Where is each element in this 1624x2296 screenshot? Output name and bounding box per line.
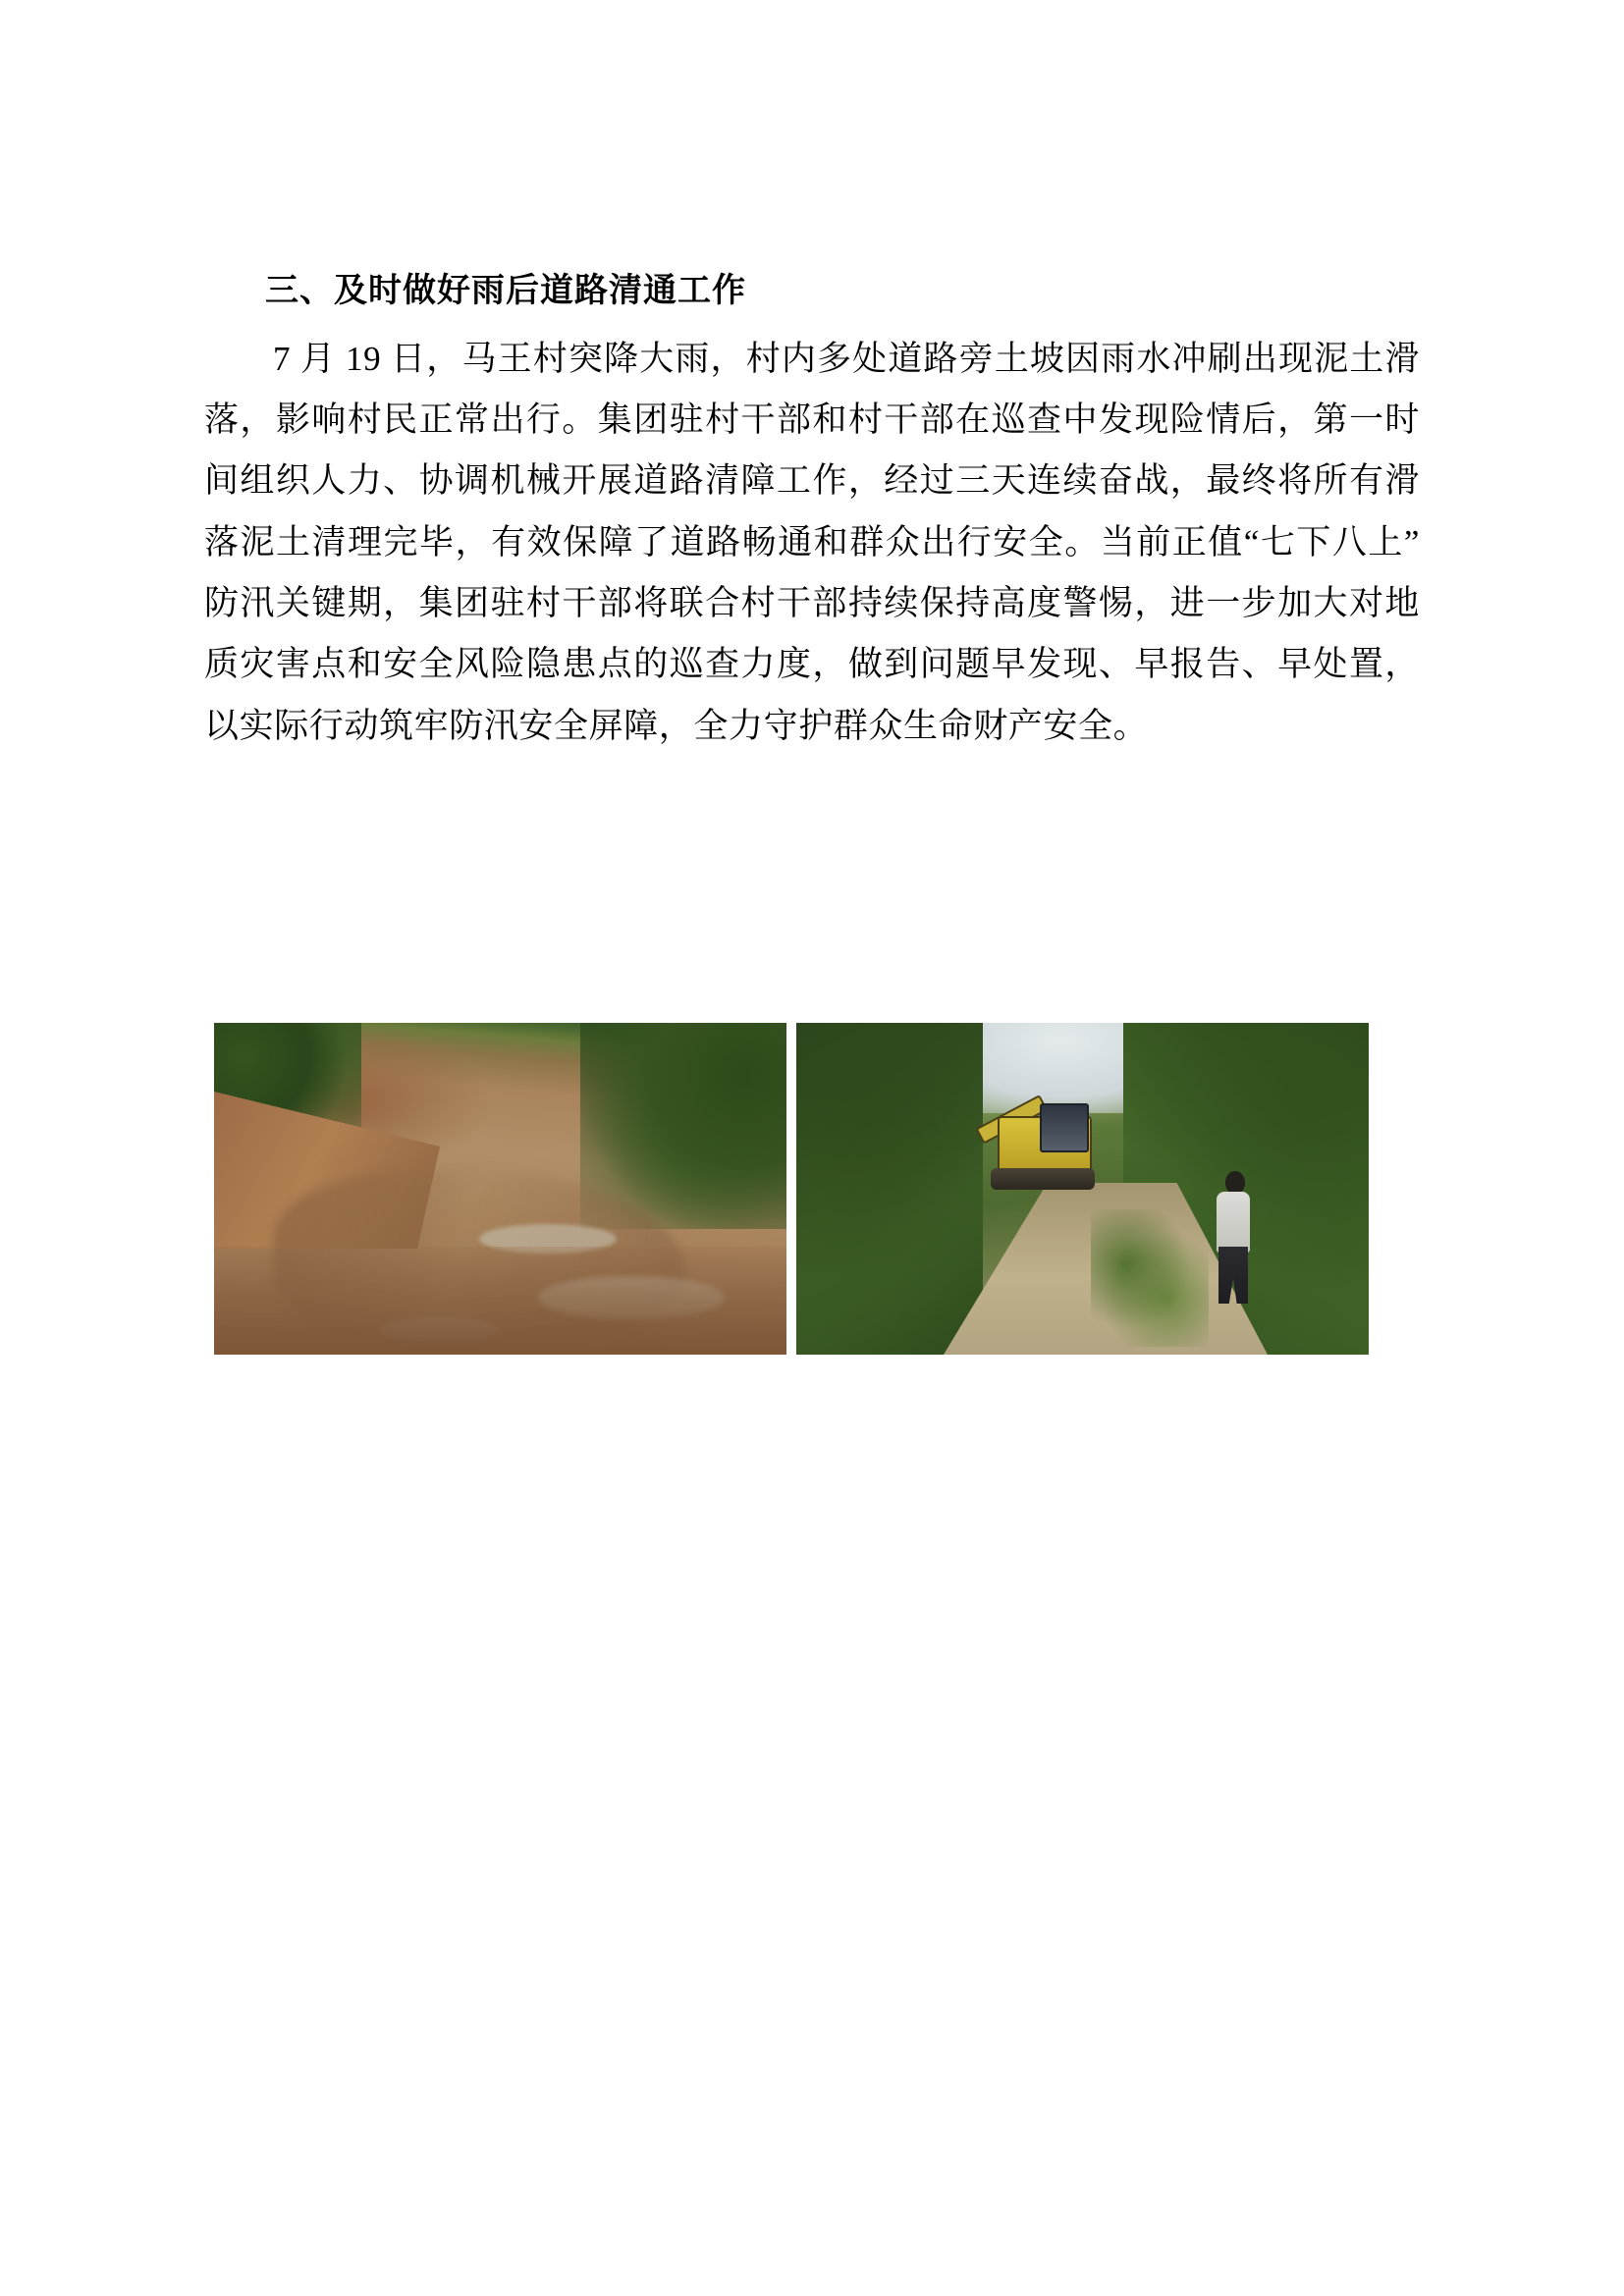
foliage-left-decor: [796, 1023, 983, 1355]
figure-row: [214, 1023, 1369, 1355]
excavator-cab-decor: [1040, 1103, 1089, 1152]
worker-head-decor: [1225, 1171, 1245, 1194]
excavator-track-decor: [991, 1168, 1095, 1190]
section-heading: 三、及时做好雨后道路清通工作: [265, 271, 746, 310]
photo-excavator-clearing: [796, 1023, 1369, 1355]
section-paragraph: 7 月 19 日，马王村突降大雨，村内多处道路旁土坡因雨水冲刷出现泥土滑落，影响村民正常出行。集团驻村干部和村干部在巡查中发现险情后，第一时间组织人力、协调机械开展道路清障工作，经过三天连续奋战，最终将所有滑落泥土清理完毕，有效保障了道路畅通和群众出行安全。当前正值“七下八上”防汛关键期，集团驻村干部将联合村干部持续保持高度警惕，进一步加大对地质灾害点和安全风险隐患点的巡查力度，做到问题早发现、早报告、早处置，以实际行动筑牢防汛安全屏障，全力守护群众生命财产安全。: [204, 339, 1420, 745]
photo-muddy-road: [214, 1023, 786, 1355]
article-body: [204, 271, 1420, 757]
worker-body-decor: [1217, 1192, 1250, 1253]
roadside-weed-decor: [1091, 1209, 1209, 1347]
mud-foreground-decor: [214, 1247, 786, 1355]
